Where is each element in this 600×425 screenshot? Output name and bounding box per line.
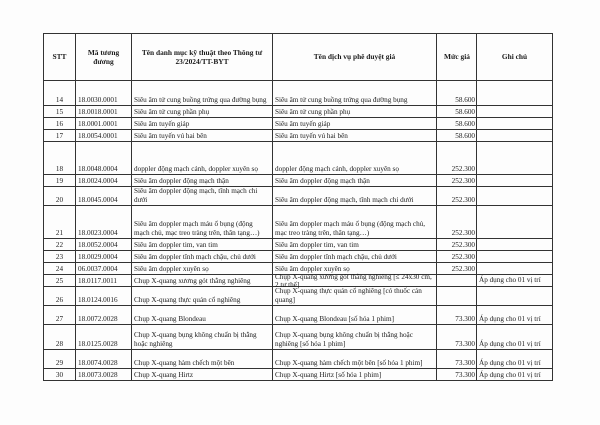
cell-service-name: Chụp X-quang Blondeau [số hóa 1 phim] <box>273 306 437 325</box>
cell-price: 252.300 <box>437 187 477 206</box>
cell-stt: 26 <box>44 287 76 306</box>
table-row <box>44 239 553 251</box>
cell-code: 18.0018.0001 <box>76 106 132 118</box>
cell-tech-name: Chụp X-quang Hirtz <box>132 369 273 381</box>
cell-code: 18.0029.0004 <box>76 251 132 263</box>
cell-price: 252.300 <box>437 175 477 187</box>
cell-price: 58.600 <box>437 130 477 142</box>
header-tech-name: Tên danh mục kỹ thuật theo Thông tư 23/2024/TT-BYT <box>132 34 273 81</box>
table-row <box>44 175 553 187</box>
cell-price: 252.300 <box>437 251 477 263</box>
cell-note: Áp dụng cho 01 vị trí <box>477 350 553 369</box>
cell-note: Áp dụng cho 01 vị trí <box>477 325 553 350</box>
cell-service-name: Siêu âm doppler mạch máu ổ bụng (động mạch chủ, mạc treo tràng trên, thân tạng…) <box>273 206 437 239</box>
cell-tech-name: Siêu âm tử cung phần phụ <box>132 106 273 118</box>
cell-note <box>477 81 553 106</box>
header-service-name: Tên dịch vụ phê duyệt giá <box>273 34 437 81</box>
cell-price: 252.300 <box>437 239 477 251</box>
cell-tech-name: Chụp X-quang hàm chếch một bên <box>132 350 273 369</box>
header-stt: STT <box>44 34 76 81</box>
table-row <box>44 118 553 130</box>
table-row <box>44 187 553 206</box>
cell-service-name: Siêu âm tử cung buồng trứng qua đường bụng <box>273 81 437 106</box>
cell-price: 73.300 <box>437 350 477 369</box>
cell-tech-name: Chụp X-quang xương gót thẳng nghiêng <box>132 275 273 287</box>
cell-price: 252.300 <box>437 206 477 239</box>
cell-tech-name: doppler động mạch cảnh, doppler xuyên sọ <box>132 142 273 175</box>
cell-code: 18.0073.0028 <box>76 369 132 381</box>
cell-note: Áp dụng cho 01 vị trí <box>477 306 553 325</box>
cell-service-name: Chụp X-quang thực quản cổ nghiêng [có thuốc cản quang] <box>273 287 437 306</box>
cell-code: 18.0024.0004 <box>76 175 132 187</box>
cell-price: 58.600 <box>437 81 477 106</box>
cell-price: 58.600 <box>437 106 477 118</box>
cell-tech-name: Siêu âm doppler xuyên sọ <box>132 263 273 275</box>
table-row <box>44 275 553 287</box>
cell-code: 18.0054.0001 <box>76 130 132 142</box>
cell-code: 18.0052.0004 <box>76 239 132 251</box>
cell-tech-name: Siêu âm doppler tim, van tim <box>132 239 273 251</box>
cell-stt: 16 <box>44 118 76 130</box>
cell-stt: 19 <box>44 175 76 187</box>
cell-stt: 28 <box>44 325 76 350</box>
cell-stt: 21 <box>44 206 76 239</box>
cell-note <box>477 287 553 306</box>
price-table <box>43 33 553 381</box>
cell-note <box>477 206 553 239</box>
table-row <box>44 350 553 369</box>
cell-note <box>477 130 553 142</box>
service-text-clipped: Chụp X-quang xương gót thẳng nghiêng [≤ 24x30 cm, 2 tư thế] <box>275 273 432 289</box>
table-row <box>44 142 553 175</box>
cell-stt: 25 <box>44 275 76 287</box>
cell-stt: 20 <box>44 187 76 206</box>
table-row <box>44 325 553 350</box>
table-row <box>44 81 553 106</box>
cell-note: Áp dụng cho 01 vị trí <box>477 369 553 381</box>
cell-note <box>477 263 553 275</box>
cell-tech-name: Siêu âm tuyến giáp <box>132 118 273 130</box>
cell-note <box>477 106 553 118</box>
cell-service-name: Siêu âm doppler động mạch, tĩnh mạch chi dưới <box>273 187 437 206</box>
cell-code: 18.0023.0004 <box>76 206 132 239</box>
table-header-row <box>44 34 553 81</box>
cell-stt: 15 <box>44 106 76 118</box>
cell-stt: 24 <box>44 263 76 275</box>
cell-tech-name: Chụp X-quang Blondeau <box>132 306 273 325</box>
cell-tech-name: Siêu âm tử cung buồng trứng qua đường bụng <box>132 81 273 106</box>
cell-service-name: Siêu âm doppler tĩnh mạch chậu, chủ dưới <box>273 251 437 263</box>
table-body <box>44 81 553 381</box>
cell-tech-name: Siêu âm doppler tĩnh mạch chậu, chủ dưới <box>132 251 273 263</box>
cell-tech-name: Chụp X-quang bụng không chuẩn bị thẳng hoặc nghiêng <box>132 325 273 350</box>
table-row <box>44 369 553 381</box>
cell-stt: 27 <box>44 306 76 325</box>
table-row <box>44 206 553 239</box>
cell-note: Áp dụng cho 01 vị trí <box>477 275 553 287</box>
cell-note <box>477 142 553 175</box>
cell-service-name: Chụp X-quang bụng không chuẩn bị thẳng hoặc nghiêng [số hóa 1 phim] <box>273 325 437 350</box>
cell-service-name: Siêu âm doppler xuyên sọ <box>273 263 437 275</box>
cell-tech-name: Siêu âm doppler động mạch, tĩnh mạch chi dưới <box>132 187 273 206</box>
cell-tech-name: Chụp X-quang thực quản cổ nghiêng <box>132 287 273 306</box>
cell-code: 18.0117.0011 <box>76 275 132 287</box>
table-row <box>44 287 553 306</box>
cell-price: 252.300 <box>437 263 477 275</box>
cell-service-name <box>273 275 437 287</box>
cell-price: 73.300 <box>437 306 477 325</box>
table-row <box>44 106 553 118</box>
cell-service-name: Siêu âm tuyến vú hai bên <box>273 130 437 142</box>
cell-code: 18.0048.0004 <box>76 142 132 175</box>
header-note: Ghi chú <box>477 34 553 81</box>
cell-note <box>477 187 553 206</box>
cell-service-name: Siêu âm tuyến giáp <box>273 118 437 130</box>
cell-code: 18.0125.0028 <box>76 325 132 350</box>
table-row <box>44 251 553 263</box>
cell-service-name: Siêu âm doppler động mạch thận <box>273 175 437 187</box>
cell-code: 18.0045.0004 <box>76 187 132 206</box>
cell-service-name: doppler động mạch cảnh, doppler xuyên sọ <box>273 142 437 175</box>
cell-code: 18.0001.0001 <box>76 118 132 130</box>
cell-code: 18.0124.0016 <box>76 287 132 306</box>
cell-stt: 23 <box>44 251 76 263</box>
cell-code: 18.0074.0028 <box>76 350 132 369</box>
cell-price: 73.300 <box>437 325 477 350</box>
cell-note <box>477 175 553 187</box>
table-row <box>44 130 553 142</box>
header-code: Mã tương đương <box>76 34 132 81</box>
cell-code: 06.0037.0004 <box>76 263 132 275</box>
cell-stt: 29 <box>44 350 76 369</box>
cell-price: 252.300 <box>437 142 477 175</box>
cell-code: 18.0072.0028 <box>76 306 132 325</box>
cell-tech-name: Siêu âm tuyến vú hai bên <box>132 130 273 142</box>
cell-service-name: Siêu âm doppler tim, van tim <box>273 239 437 251</box>
cell-price: 73.300 <box>437 369 477 381</box>
cell-note <box>477 118 553 130</box>
cell-price: 58.600 <box>437 118 477 130</box>
cell-service-name: Chụp X-quang hàm chếch một bên [số hóa 1 phim] <box>273 350 437 369</box>
cell-service-name: Chụp X-quang Hirtz [số hóa 1 phim] <box>273 369 437 381</box>
cell-stt: 17 <box>44 130 76 142</box>
header-price: Mức giá <box>437 34 477 81</box>
cell-note <box>477 251 553 263</box>
cell-stt: 22 <box>44 239 76 251</box>
cell-code: 18.0030.0001 <box>76 81 132 106</box>
cell-service-name: Siêu âm tử cung phần phụ <box>273 106 437 118</box>
cell-stt: 30 <box>44 369 76 381</box>
cell-note <box>477 239 553 251</box>
cell-tech-name: Siêu âm doppler động mạch thận <box>132 175 273 187</box>
cell-stt: 18 <box>44 142 76 175</box>
cell-stt: 14 <box>44 81 76 106</box>
cell-tech-name: Siêu âm doppler mạch máu ổ bụng (động mạch chủ, mạc treo tràng trên, thân tạng…) <box>132 206 273 239</box>
cell-price <box>437 287 477 306</box>
cell-price <box>437 275 477 287</box>
table-row <box>44 306 553 325</box>
